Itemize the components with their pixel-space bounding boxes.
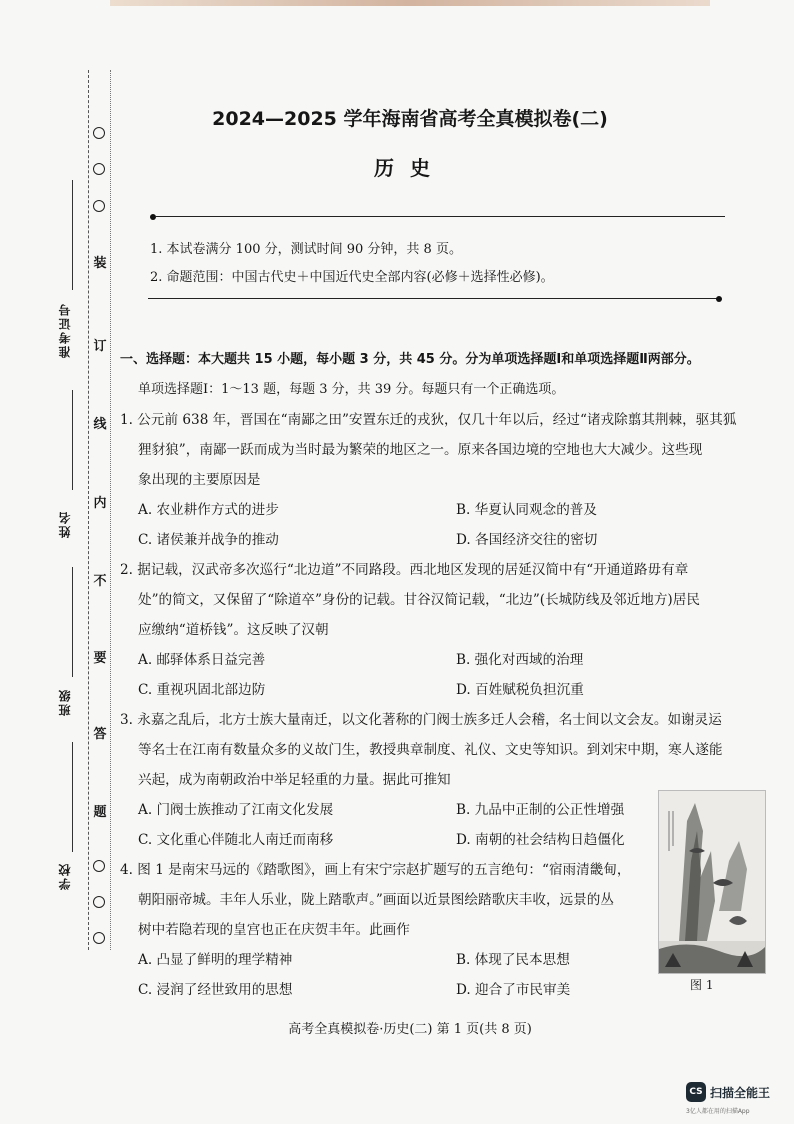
binding-char: 装 <box>93 256 107 271</box>
q4-line-3: 树中若隐若现的皇宫也正在庆贺丰年。此画作 <box>138 922 410 938</box>
q1-option-d[interactable]: D. 各国经济交往的密切 <box>456 532 598 548</box>
school-label: 学校 <box>58 862 72 890</box>
q2-line-2: 处”的简文，又保留了“除道卒”身份的记载。甘谷汉简记载，“北边”(长城防线及邻近地方)居民 <box>138 592 700 608</box>
binding-hole <box>93 932 105 944</box>
q3-option-c[interactable]: C. 文化重心伴随北人南迁而南移 <box>138 832 334 848</box>
q4-option-a[interactable]: A. 凸显了鲜明的理学精神 <box>138 952 293 968</box>
q3-line-2: 等名士在江南有数量众多的义故门生，教授典章制度、礼仪、文史等知识。到刘宋中期，寒人遂能 <box>138 742 723 758</box>
scanner-watermark <box>686 1082 790 1116</box>
school-field <box>56 862 76 890</box>
exam-title: 2024—2025 学年海南省高考全真模拟卷(二) <box>212 108 608 130</box>
q1-line-3: 象出现的主要原因是 <box>138 472 261 488</box>
q2-option-d[interactable]: D. 百姓赋税负担沉重 <box>456 682 584 698</box>
binding-char: 线 <box>93 417 107 432</box>
camscanner-logo-icon: CS <box>686 1082 706 1102</box>
q2-option-c[interactable]: C. 重视巩固北部边防 <box>138 682 266 698</box>
class-line[interactable] <box>72 567 73 677</box>
q3-line-1: 3. 永嘉之乱后，北方士族大量南迁，以文化著称的门阀士族多迁人会稽，名士间以文会友。如谢灵运 <box>120 712 722 728</box>
watermark-tagline: 3亿人都在用的扫描App <box>686 1108 750 1115</box>
q3-option-a[interactable]: A. 门阀士族推动了江南文化发展 <box>138 802 334 818</box>
header-rule-bottom <box>148 298 718 299</box>
figure-1-caption: 图 1 <box>690 978 714 992</box>
q1-line-1: 1. 公元前 638 年，晋国在“南鄙之田”安置东迁的戎狄，仅几十年以后，经过“诸戎除翦其荆棘，驱其狐 <box>120 412 737 428</box>
binding-hole <box>93 896 105 908</box>
note-1: 1. 本试卷满分 100 分，测试时间 90 分钟，共 8 页。 <box>150 242 462 257</box>
name-line[interactable] <box>72 390 73 490</box>
exam-number-field <box>56 302 76 358</box>
header-rule-top <box>155 216 725 217</box>
section-heading: 一、选择题：本大题共 15 小题，每小题 3 分，共 45 分。分为单项选择题Ⅰ和单项选择题Ⅱ两部分。 <box>120 352 700 367</box>
q3-option-d[interactable]: D. 南朝的社会结构日趋僵化 <box>456 832 625 848</box>
q2-option-b[interactable]: B. 强化对西域的治理 <box>456 652 584 668</box>
binding-hole <box>93 127 105 139</box>
scan-top-edge <box>110 0 710 6</box>
exam-number-line[interactable] <box>72 180 73 290</box>
q4-line-2: 朝阳丽帝城。丰年人乐业，陇上踏歌声。”画面以近景图绘踏歌庆丰收，远景的丛 <box>138 892 614 908</box>
rule-dot <box>150 214 156 220</box>
note-2: 2. 命题范围：中国古代史＋中国近代史全部内容(必修＋选择性必修)。 <box>150 270 554 285</box>
q2-line-1: 2. 据记载，汉武帝多次巡行“北边道”不同路段。西北地区发现的居延汉简中有“开通道路毋有章 <box>120 562 689 578</box>
subject-title: 历史 <box>374 156 446 180</box>
binding-char: 订 <box>93 339 107 354</box>
class-field <box>56 688 76 716</box>
watermark-app-name: 扫描全能王 <box>710 1086 771 1100</box>
q2-option-a[interactable]: A. 邮驿体系日益完善 <box>138 652 266 668</box>
binding-char: 要 <box>93 651 107 666</box>
binding-hole <box>93 860 105 872</box>
binding-char: 答 <box>93 727 107 742</box>
binding-hole <box>93 163 105 175</box>
q1-option-b[interactable]: B. 华夏认同观念的普及 <box>456 502 597 518</box>
page-footer: 高考全真模拟卷·历史(二) 第 1 页(共 8 页) <box>288 1022 532 1037</box>
q4-option-b[interactable]: B. 体现了民本思想 <box>456 952 570 968</box>
figure-1-painting <box>658 790 766 974</box>
name-label: 姓名 <box>58 510 72 538</box>
q1-option-c[interactable]: C. 诸侯兼并战争的推动 <box>138 532 279 548</box>
q3-option-b[interactable]: B. 九品中正制的公正性增强 <box>456 802 625 818</box>
q2-line-3: 应缴纳“道桥钱”。这反映了汉朝 <box>138 622 329 638</box>
section-subheading: 单项选择题Ⅰ：1～13 题，每题 3 分，共 39 分。每题只有一个正确选项。 <box>138 382 565 397</box>
school-line[interactable] <box>72 742 73 852</box>
binding-char: 内 <box>93 496 107 511</box>
exam-number-label: 准考证号 <box>58 302 72 358</box>
q3-line-3: 兴起，成为南朝政治中举足轻重的力量。据此可推知 <box>138 772 451 788</box>
q4-line-1: 4. 图 1 是南宋马远的《踏歌图》，画上有宋宁宗赵扩题写的五言绝句：“宿雨清畿甸， <box>120 862 631 878</box>
q1-option-a[interactable]: A. 农业耕作方式的进步 <box>138 502 279 518</box>
name-field <box>56 510 76 538</box>
binding-char: 不 <box>93 574 107 589</box>
class-label: 班级 <box>58 688 72 716</box>
rule-dot <box>716 296 722 302</box>
q4-option-c[interactable]: C. 浸润了经世致用的思想 <box>138 982 293 998</box>
q4-option-d[interactable]: D. 迎合了市民审美 <box>456 982 571 998</box>
q1-line-2: 狸豺狼”，南鄙一跃而成为当时最为繁荣的地区之一。原来各国边境的空地也大大减少。这些现 <box>138 442 703 458</box>
binding-line <box>88 70 89 950</box>
binding-line-inner <box>110 70 111 950</box>
binding-char: 题 <box>93 805 107 820</box>
binding-hole <box>93 200 105 212</box>
landscape-painting-icon <box>659 791 765 973</box>
